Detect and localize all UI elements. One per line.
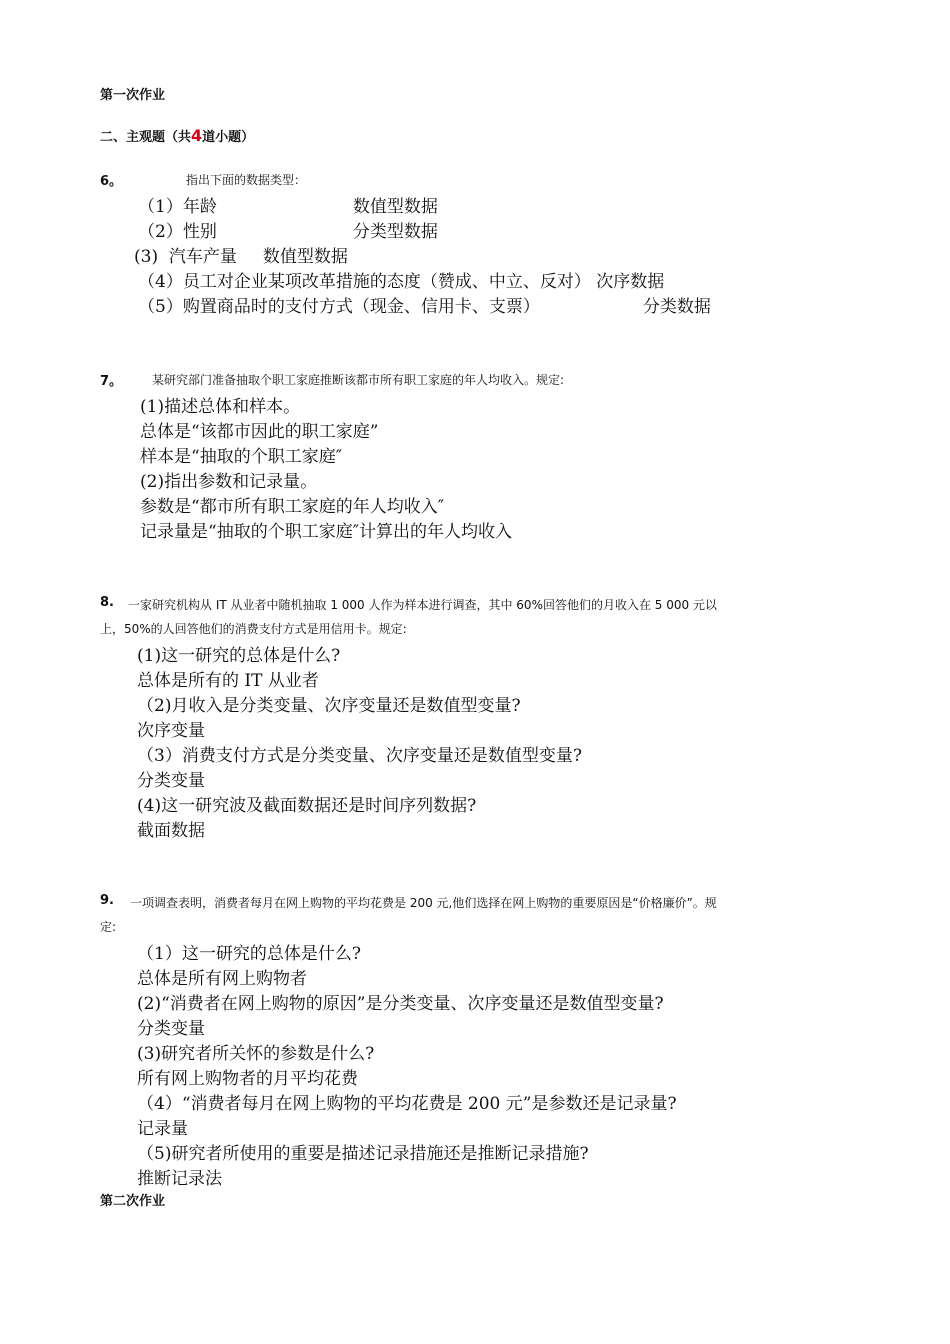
question-8-prompt-line-1: 一家研究机构从 IT 从业者中随机抽取 1 000 人作为样本进行调查，其中 60%回答他们的月收入在 5 000 元以 (128, 598, 717, 612)
question-count: 4 (191, 126, 203, 145)
q7-line-6: 记录量是“抽取的个职工家庭″计算出的年人均收入 (140, 522, 513, 542)
q8-line-7: (4)这一研究波及截面数据还是时间序列数据? (137, 796, 477, 816)
homework-1-title: 第一次作业 (100, 88, 166, 103)
q9-line-4: 分类变量 (137, 1019, 205, 1039)
q6-item-5: （5）购置商品时的支付方式（现金、信用卡、支票） 分类数据 (138, 297, 711, 317)
question-7-number: 7。 (100, 374, 123, 389)
question-9-prompt-line-2: 定: (100, 920, 117, 934)
q6-item-3: (3) 汽车产量 数值型数据 (134, 247, 348, 267)
q8-line-3: （2)月收入是分类变量、次序变量还是数值型变量? (137, 696, 521, 716)
q6-item-2: （2）性别 分类型数据 (138, 222, 438, 242)
q9-line-3: (2)“消费者在网上购物的原因”是分类变量、次序变量还是数值型变量? (137, 994, 664, 1014)
question-6-number: 6。 (100, 174, 123, 189)
section-prefix: 二、主观题（共 (100, 130, 192, 145)
question-6-prompt: 指出下面的数据类型： (186, 173, 307, 187)
q7-line-3: 样本是“抽取的个职工家庭″ (140, 447, 343, 467)
q9-line-9: （5)研究者所使用的重要是描述记录措施还是推断记录措施? (137, 1144, 589, 1164)
q9-line-6: 所有网上购物者的月平均花费 (137, 1069, 358, 1089)
q8-line-5: （3）消费支付方式是分类变量、次序变量还是数值型变量? (137, 746, 582, 766)
q9-line-8: 记录量 (137, 1119, 188, 1139)
question-8-prompt-line-2: 上，50%的人回答他们的消费支付方式是用信用卡。规定: (100, 622, 407, 636)
homework-2-title: 第二次作业 (100, 1194, 166, 1209)
q7-line-1: (1)描述总体和样本。 (140, 397, 301, 417)
q8-line-6: 分类变量 (137, 771, 205, 791)
q9-line-10: 推断记录法 (137, 1169, 222, 1189)
q9-line-1: （1）这一研究的总体是什么? (137, 944, 361, 964)
q7-line-5: 参数是“都市所有职工家庭的年人均收入″ (140, 497, 445, 517)
section-suffix: 道小题） (202, 130, 255, 145)
q8-line-8: 截面数据 (137, 821, 205, 841)
question-7-prompt: 某研究部门准备抽取个职工家庭推断该都市所有职工家庭的年人均收入。规定: (152, 373, 565, 387)
question-9-number: 9. (100, 893, 114, 908)
q8-line-4: 次序变量 (137, 721, 205, 741)
section-heading (100, 126, 254, 145)
question-8-number: 8. (100, 595, 114, 610)
q9-line-5: (3)研究者所关怀的参数是什么? (137, 1044, 375, 1064)
q6-item-1: （1）年龄 数值型数据 (138, 197, 438, 217)
q8-line-1: (1)这一研究的总体是什么? (137, 646, 341, 666)
q7-line-4: (2)指出参数和记录量。 (140, 472, 318, 492)
question-9-prompt-line-1: 一项调查表明，消费者每月在网上购物的平均花费是 200 元,他们选择在网上购物的重要原因是“价格廉价”。规 (130, 896, 717, 910)
q9-line-7: （4）“消费者每月在网上购物的平均花费是 200 元”是参数还是记录量? (137, 1094, 677, 1114)
q9-line-2: 总体是所有网上购物者 (137, 969, 307, 989)
q6-item-4: （4）员工对企业某项改革措施的态度（赞成、中立、反对） 次序数据 (138, 272, 665, 292)
q8-line-2: 总体是所有的 IT 从业者 (137, 671, 319, 691)
q7-line-2: 总体是“该都市因此的职工家庭” (140, 422, 379, 442)
